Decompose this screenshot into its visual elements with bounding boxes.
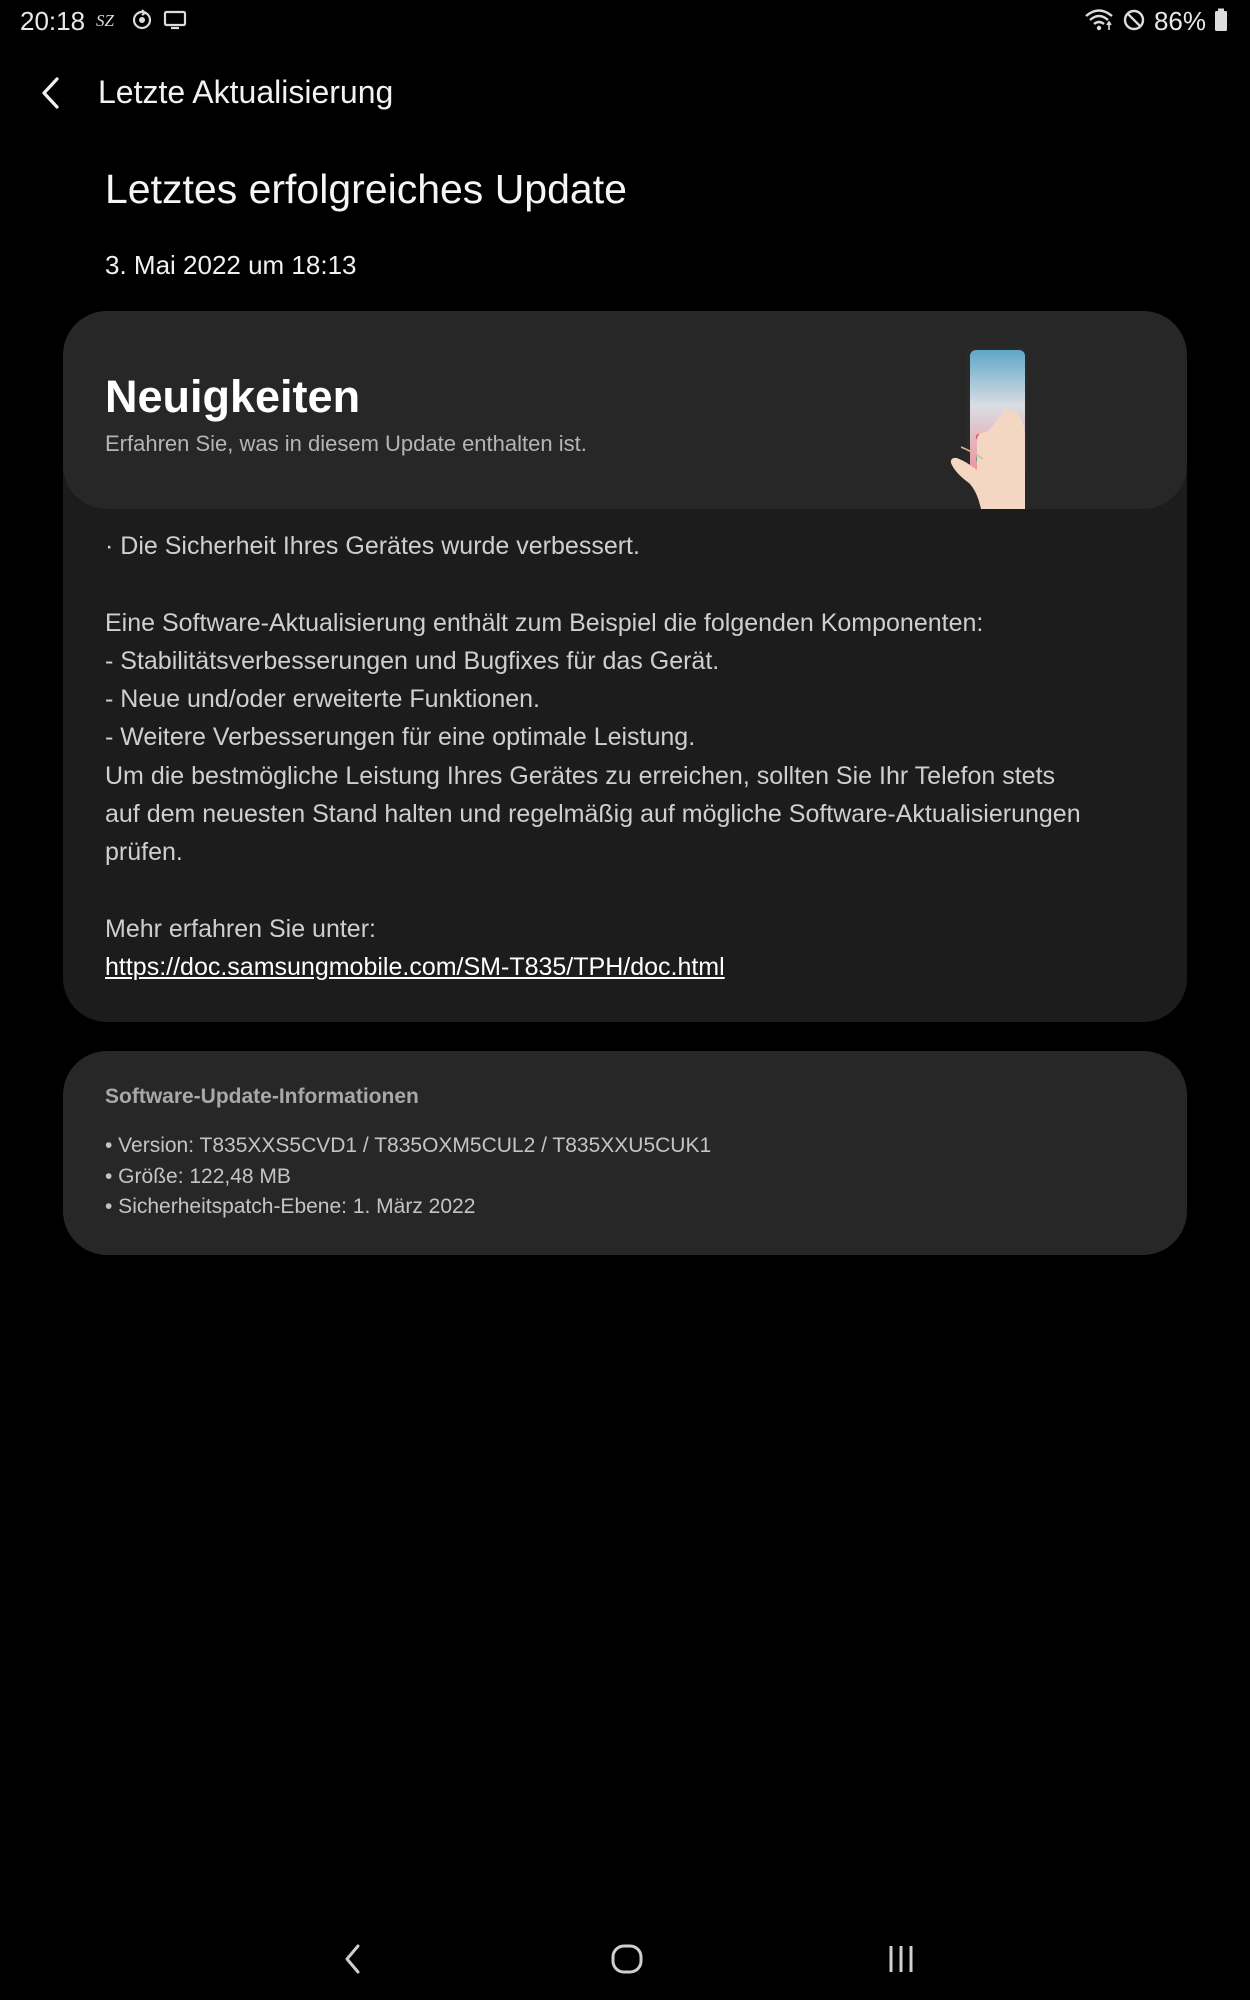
news-card [63,311,1187,1022]
info-security-patch: • Sicherheitspatch-Ebene: 1. März 2022 [105,1195,476,1218]
news-card-header [63,311,1187,509]
news-line: - Neue und/oder erweiterte Funktionen. [105,685,540,714]
recents-nav-icon [884,1942,918,1981]
news-line: Mehr erfahren Sie unter: [105,914,376,943]
samsung-doc-link[interactable]: https://doc.samsungmobile.com/SM-T835/TPH/doc.html [105,953,725,982]
chevron-left-icon [39,76,63,115]
phone-in-hand-icon [913,347,1043,509]
news-line: - Weitere Verbesserungen für eine optimale Leistung. [105,723,696,752]
back-nav-icon [341,1942,365,1981]
news-line: · Die Sicherheit Ihres Gerätes wurde verbessert. [105,532,640,560]
news-subtitle: Erfahren Sie, was in diesem Update enthalten ist. [105,431,587,456]
news-line: auf dem neuesten Stand halten und regelmäßig auf mögliche Software-Aktualisierungen [105,800,1081,829]
svg-text:SZ: SZ [96,10,115,30]
sz-news-icon [95,10,121,34]
info-list [105,1131,711,1223]
nav-back-button[interactable] [323,1936,383,1986]
news-line: Eine Software-Aktualisierung enthält zum Beispiel die folgenden Komponenten: [105,608,984,637]
back-button[interactable] [28,72,74,118]
info-title: Software-Update-Informationen [105,1085,419,1108]
do-not-disturb-icon [1122,8,1146,36]
news-line: - Stabilitätsverbesserungen und Bugfixes für das Gerät. [105,646,720,675]
app-bar [0,60,1250,130]
info-size: • Größe: 122,48 MB [105,1164,291,1188]
news-line: Um die bestmögliche Leistung Ihres Gerätes zu erreichen, sollten Sie Ihr Telefon stets [105,761,1056,790]
info-version: • Version: T835XXS5CVD1 / T835OXM5CUL2 / T835XXU5CUK1 [105,1134,712,1157]
status-time: 20:18 [20,6,86,36]
battery-icon [1214,8,1228,36]
update-date: 3. Mai 2022 um 18:13 [105,250,357,280]
battery-percentage: 86% [1153,6,1206,36]
news-line: prüfen. [105,838,183,867]
status-right [1084,6,1228,37]
news-body [105,527,1165,987]
nav-home-button[interactable] [597,1936,657,1986]
home-nav-icon [610,1942,644,1981]
nav-recents-button[interactable] [871,1936,931,1986]
update-heading: Letztes erfolgreiches Update [105,166,627,212]
page-title: Letzte Aktualisierung [98,74,394,110]
wifi-icon [1084,8,1114,36]
software-update-info-card [63,1051,1187,1255]
status-left [20,6,187,37]
navigation-bar [0,1920,1250,2000]
status-bar [0,0,1250,44]
news-title: Neuigkeiten [105,371,361,422]
sync-icon [131,9,153,35]
cast-screen-icon [163,9,187,35]
